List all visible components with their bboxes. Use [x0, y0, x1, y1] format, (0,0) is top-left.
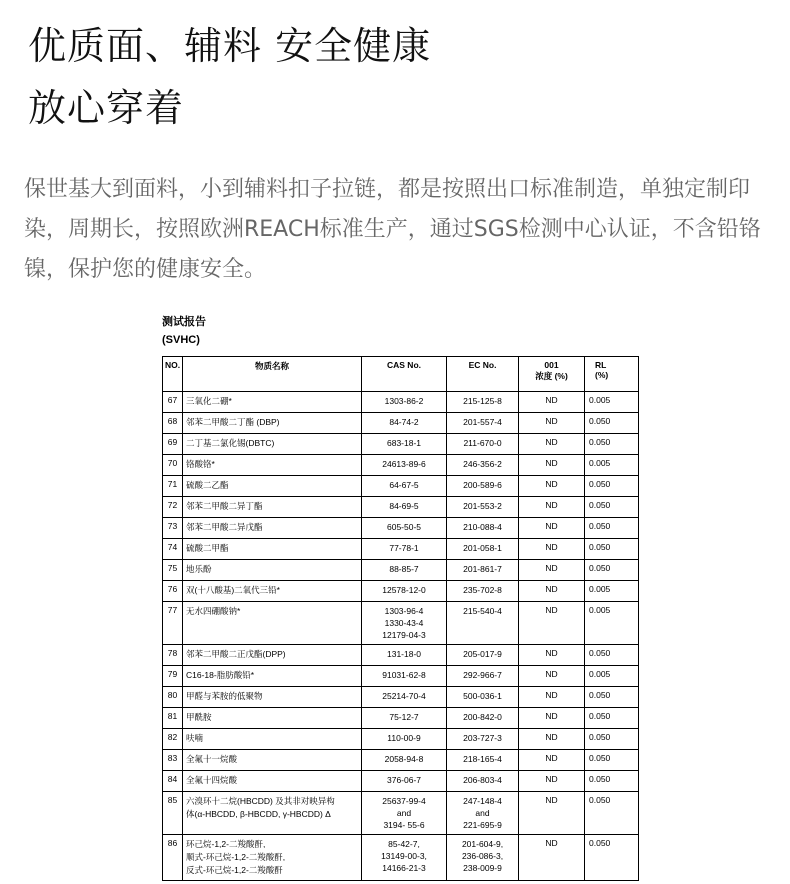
- cell-name: 邻苯二甲酸二异戊酯: [183, 518, 362, 539]
- cell-cas: 683-18-1: [362, 434, 447, 455]
- cell-no: 72: [163, 497, 183, 518]
- table-row: [163, 413, 639, 434]
- table-row: [163, 729, 639, 750]
- cell-rl: 0.050: [585, 645, 639, 666]
- cell-no: 80: [163, 687, 183, 708]
- cell-concentration: ND: [519, 687, 585, 708]
- cell-name: 甲酰胺: [183, 708, 362, 729]
- table-row: [163, 392, 639, 413]
- cell-concentration: ND: [519, 750, 585, 771]
- cell-ec: 215-125-8: [447, 392, 519, 413]
- cell-cas: 77-78-1: [362, 539, 447, 560]
- report-subtitle: (SVHC): [162, 334, 200, 346]
- table-row: [163, 750, 639, 771]
- cell-ec: 210-088-4: [447, 518, 519, 539]
- cell-name: 铬酸铬*: [183, 455, 362, 476]
- cell-no: 76: [163, 581, 183, 602]
- table-body: [163, 392, 639, 881]
- table-row: [163, 666, 639, 687]
- cell-no: 84: [163, 771, 183, 792]
- header-concentration: [519, 357, 585, 392]
- cell-no: 82: [163, 729, 183, 750]
- cell-rl: 0.050: [585, 835, 639, 881]
- table-row: [163, 497, 639, 518]
- cell-name: 无水四硼酸钠*: [183, 602, 362, 645]
- cell-no: 75: [163, 560, 183, 581]
- cell-no: 83: [163, 750, 183, 771]
- cell-ec: 215-540-4: [447, 602, 519, 645]
- cell-name: 邻苯二甲酸二丁酯 (DBP): [183, 413, 362, 434]
- cell-cas: 110-00-9: [362, 729, 447, 750]
- cell-cas: 88-85-7: [362, 560, 447, 581]
- cell-cas: 85-42-7, 13149-00-3, 14166-21-3: [362, 835, 447, 881]
- cell-ec: 211-670-0: [447, 434, 519, 455]
- cell-concentration: ND: [519, 413, 585, 434]
- cell-name: 甲醛与苯胺的低聚物: [183, 687, 362, 708]
- cell-ec: 235-702-8: [447, 581, 519, 602]
- table-row: [163, 687, 639, 708]
- cell-cas: 1303-86-2: [362, 392, 447, 413]
- cell-concentration: ND: [519, 645, 585, 666]
- header-no: NO.: [163, 357, 183, 392]
- cell-no: 69: [163, 434, 183, 455]
- cell-concentration: ND: [519, 560, 585, 581]
- cell-no: 74: [163, 539, 183, 560]
- cell-rl: 0.050: [585, 560, 639, 581]
- cell-no: 79: [163, 666, 183, 687]
- header-cas: CAS No.: [362, 357, 447, 392]
- cell-name: 全氟十四烷酸: [183, 771, 362, 792]
- table-row: [163, 581, 639, 602]
- cell-concentration: ND: [519, 729, 585, 750]
- cell-cas: 131-18-0: [362, 645, 447, 666]
- cell-ec: 246-356-2: [447, 455, 519, 476]
- description-text: 保世基大到面料，小到辅料扣子拉链，都是按照出口标准制造，单独定制印染，周期长，按照欧洲REACH标准生产，通过SGS检测中心认证，不含铅铬镍，保护您的健康安全。: [24, 177, 761, 282]
- cell-no: 68: [163, 413, 183, 434]
- table-row: [163, 434, 639, 455]
- cell-concentration: ND: [519, 497, 585, 518]
- cell-no: 78: [163, 645, 183, 666]
- headline-line-1: 优质面、辅料 安全健康: [28, 24, 432, 68]
- cell-cas: 605-50-5: [362, 518, 447, 539]
- cell-rl: 0.050: [585, 476, 639, 497]
- cell-rl: 0.050: [585, 750, 639, 771]
- table-row: [163, 476, 639, 497]
- cell-ec: 500-036-1: [447, 687, 519, 708]
- cell-rl: 0.050: [585, 497, 639, 518]
- cell-ec: 205-017-9: [447, 645, 519, 666]
- header-rl-line1: RL: [595, 360, 607, 370]
- table-row: [163, 455, 639, 476]
- cell-name: 双(十八酸基)二氧代三铅*: [183, 581, 362, 602]
- cell-ec: 201-058-1: [447, 539, 519, 560]
- cell-ec: 203-727-3: [447, 729, 519, 750]
- cell-concentration: ND: [519, 792, 585, 835]
- cell-name: 邻苯二甲酸二异丁酯: [183, 497, 362, 518]
- cell-rl: 0.050: [585, 434, 639, 455]
- table-row: [163, 771, 639, 792]
- cell-cas: 376-06-7: [362, 771, 447, 792]
- cell-no: 77: [163, 602, 183, 645]
- cell-cas: 91031-62-8: [362, 666, 447, 687]
- table-header-row: [163, 357, 639, 392]
- cell-cas: 25637-99-4 and 3194- 55-6: [362, 792, 447, 835]
- header-name: 物质名称: [183, 357, 362, 392]
- cell-name: 呋喃: [183, 729, 362, 750]
- cell-name: 全氟十一烷酸: [183, 750, 362, 771]
- cell-rl: 0.050: [585, 708, 639, 729]
- cell-cas: 84-69-5: [362, 497, 447, 518]
- cell-concentration: ND: [519, 518, 585, 539]
- svhc-table: [162, 356, 639, 881]
- table-row: [163, 560, 639, 581]
- cell-rl: 0.050: [585, 792, 639, 835]
- test-report: [162, 312, 638, 881]
- cell-concentration: ND: [519, 602, 585, 645]
- cell-no: 70: [163, 455, 183, 476]
- cell-name: 六溴环十二烷(HBCDD) 及其非对映异构 体(α-HBCDD, β-HBCDD, γ-HBCDD) Δ: [183, 792, 362, 835]
- cell-concentration: ND: [519, 581, 585, 602]
- cell-rl: 0.050: [585, 729, 639, 750]
- table-row: [163, 602, 639, 645]
- cell-ec: 247-148-4 and 221-695-9: [447, 792, 519, 835]
- table-row: [163, 518, 639, 539]
- cell-rl: 0.050: [585, 687, 639, 708]
- cell-concentration: ND: [519, 771, 585, 792]
- report-title: 测试报告: [162, 316, 206, 328]
- table-row: [163, 792, 639, 835]
- cell-ec: 200-842-0: [447, 708, 519, 729]
- header-rl-line2: (%): [595, 370, 609, 380]
- cell-name: 二丁基二氯化锡(DBTC): [183, 434, 362, 455]
- cell-cas: 25214-70-4: [362, 687, 447, 708]
- cell-rl: 0.005: [585, 581, 639, 602]
- cell-no: 71: [163, 476, 183, 497]
- table-row: [163, 708, 639, 729]
- cell-rl: 0.050: [585, 413, 639, 434]
- cell-rl: 0.050: [585, 539, 639, 560]
- cell-no: 85: [163, 792, 183, 835]
- cell-concentration: ND: [519, 666, 585, 687]
- header-concentration-line1: 001: [544, 360, 559, 370]
- table-row: [163, 539, 639, 560]
- cell-name: 环己烷-1,2-二羧酸酐, 顺式-环己烷-1,2-二羧酸酐, 反式-环己烷-1,2-二羧酸酐: [183, 835, 362, 881]
- cell-no: 67: [163, 392, 183, 413]
- cell-name: 三氧化二硼*: [183, 392, 362, 413]
- cell-concentration: ND: [519, 476, 585, 497]
- cell-concentration: ND: [519, 455, 585, 476]
- header-concentration-line2: 浓度 (%): [535, 371, 568, 381]
- cell-ec: 292-966-7: [447, 666, 519, 687]
- cell-name: C16-18-脂肪酸铅*: [183, 666, 362, 687]
- cell-name: 硫酸二乙酯: [183, 476, 362, 497]
- headline-line-2: 放心穿着: [28, 86, 185, 130]
- cell-cas: 84-74-2: [362, 413, 447, 434]
- cell-concentration: ND: [519, 392, 585, 413]
- cell-concentration: ND: [519, 835, 585, 881]
- cell-cas: 1303-96-4 1330-43-4 12179-04-3: [362, 602, 447, 645]
- cell-rl: 0.005: [585, 392, 639, 413]
- cell-ec: 201-604-9, 236-086-3, 238-009-9: [447, 835, 519, 881]
- cell-no: 73: [163, 518, 183, 539]
- cell-no: 81: [163, 708, 183, 729]
- cell-name: 地乐酚: [183, 560, 362, 581]
- cell-ec: 206-803-4: [447, 771, 519, 792]
- cell-ec: 201-553-2: [447, 497, 519, 518]
- cell-cas: 12578-12-0: [362, 581, 447, 602]
- cell-cas: 24613-89-6: [362, 455, 447, 476]
- cell-concentration: ND: [519, 539, 585, 560]
- cell-cas: 64-67-5: [362, 476, 447, 497]
- cell-ec: 201-557-4: [447, 413, 519, 434]
- cell-rl: 0.005: [585, 666, 639, 687]
- cell-ec: 201-861-7: [447, 560, 519, 581]
- header-rl: [585, 357, 639, 392]
- cell-concentration: ND: [519, 434, 585, 455]
- cell-name: 硫酸二甲酯: [183, 539, 362, 560]
- cell-name: 邻苯二甲酸二正戊酯(DPP): [183, 645, 362, 666]
- cell-rl: 0.005: [585, 602, 639, 645]
- table-row: [163, 835, 639, 881]
- cell-ec: 200-589-6: [447, 476, 519, 497]
- cell-cas: 75-12-7: [362, 708, 447, 729]
- header-ec: EC No.: [447, 357, 519, 392]
- cell-rl: 0.005: [585, 455, 639, 476]
- cell-no: 86: [163, 835, 183, 881]
- table-row: [163, 645, 639, 666]
- cell-rl: 0.050: [585, 518, 639, 539]
- cell-ec: 218-165-4: [447, 750, 519, 771]
- cell-rl: 0.050: [585, 771, 639, 792]
- cell-concentration: ND: [519, 708, 585, 729]
- cell-cas: 2058-94-8: [362, 750, 447, 771]
